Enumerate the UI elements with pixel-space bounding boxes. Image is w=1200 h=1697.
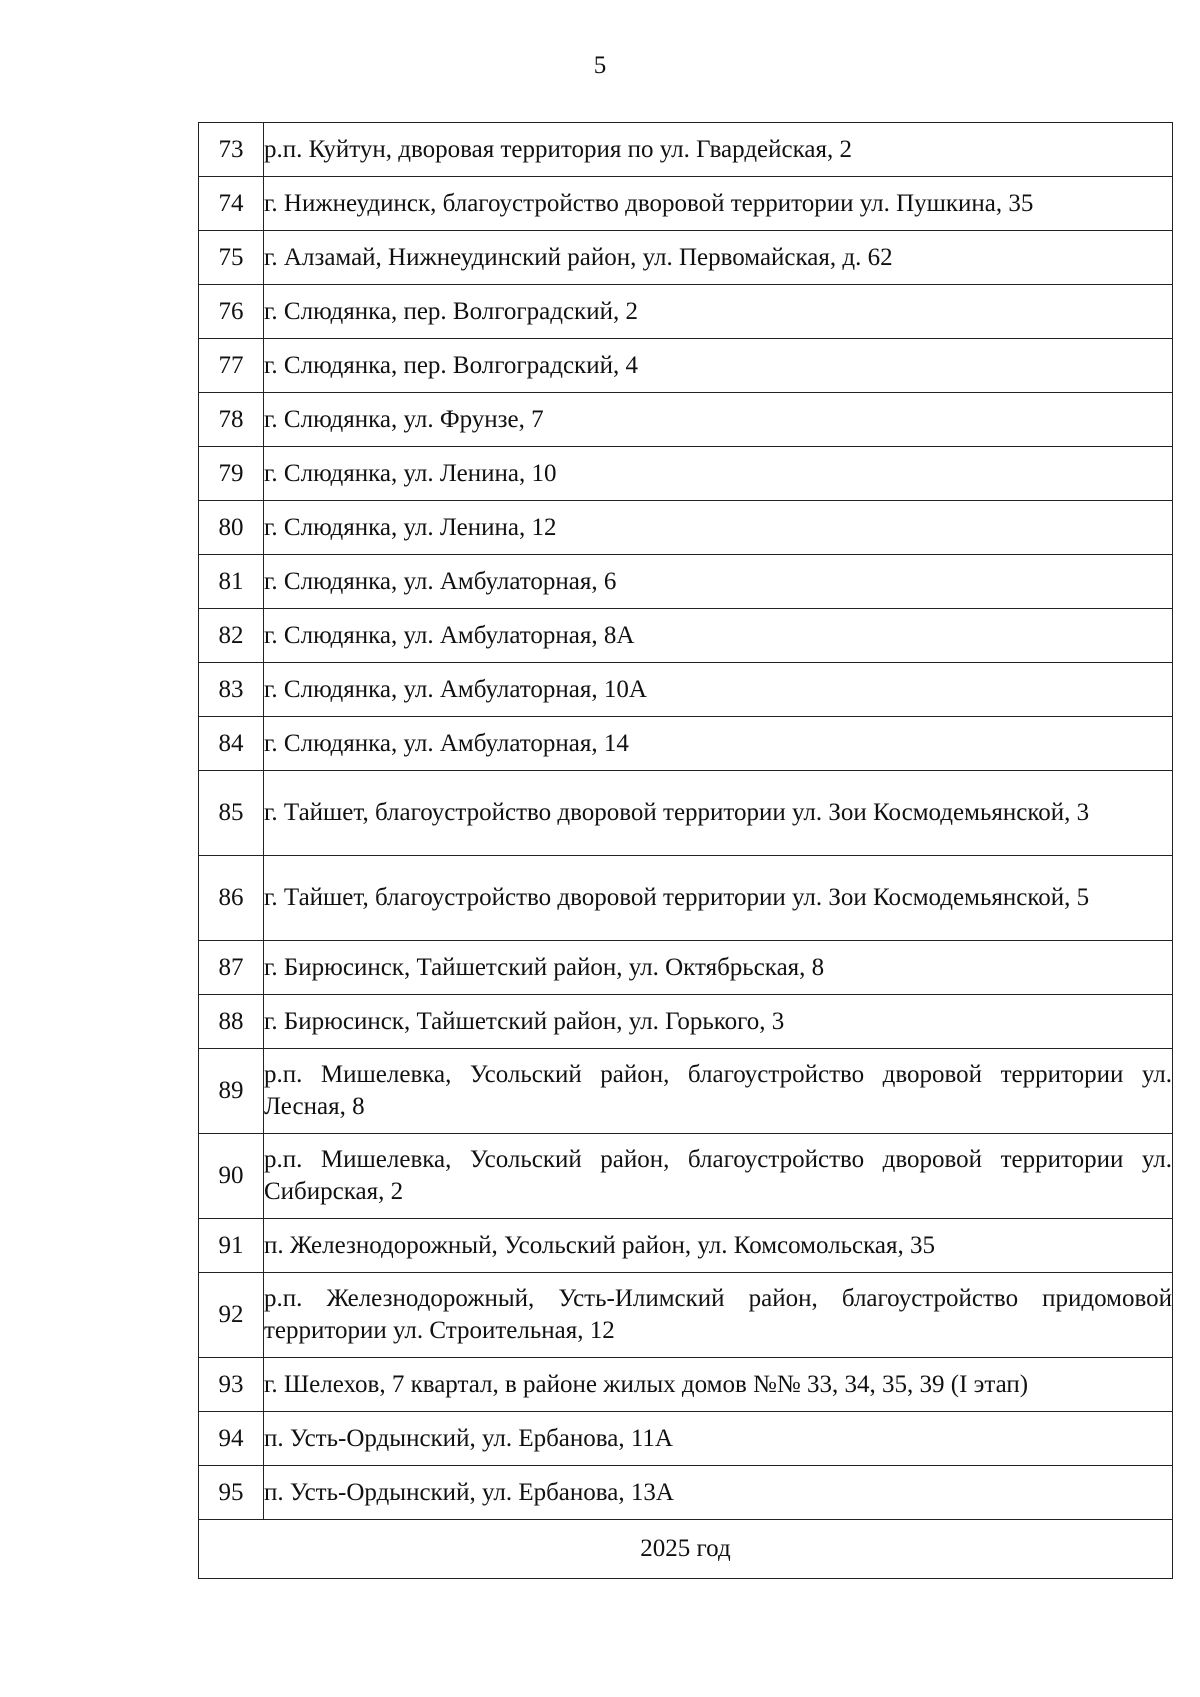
table-row — [199, 856, 1173, 941]
table-row — [199, 339, 1173, 393]
row-address: г. Бирюсинск, Тайшетский район, ул. Горького, 3 — [264, 995, 1173, 1049]
row-number: 94 — [199, 1412, 264, 1466]
row-number: 75 — [199, 231, 264, 285]
row-address: п. Усть-Ордынский, ул. Ербанова, 13А — [264, 1466, 1173, 1520]
table-row — [199, 231, 1173, 285]
table-row — [199, 501, 1173, 555]
row-address: р.п. Мишелевка, Усольский район, благоустройство дворовой территории ул. Лесная, 8 — [264, 1049, 1173, 1134]
row-number: 74 — [199, 177, 264, 231]
row-address: г. Слюдянка, ул. Амбулаторная, 8А — [264, 609, 1173, 663]
row-number: 78 — [199, 393, 264, 447]
row-number: 84 — [199, 717, 264, 771]
row-number: 91 — [199, 1219, 264, 1273]
row-number: 83 — [199, 663, 264, 717]
row-address: г. Слюдянка, ул. Ленина, 12 — [264, 501, 1173, 555]
year-section-row — [199, 1520, 1173, 1579]
row-address: г. Нижнеудинск, благоустройство дворовой территории ул. Пушкина, 35 — [264, 177, 1173, 231]
table-row — [199, 393, 1173, 447]
row-number: 85 — [199, 771, 264, 856]
row-address: г. Бирюсинск, Тайшетский район, ул. Октябрьская, 8 — [264, 941, 1173, 995]
row-number: 80 — [199, 501, 264, 555]
row-number: 92 — [199, 1273, 264, 1358]
table-row — [199, 941, 1173, 995]
row-address: р.п. Мишелевка, Усольский район, благоустройство дворовой территории ул. Сибирская, 2 — [264, 1134, 1173, 1219]
row-number: 93 — [199, 1358, 264, 1412]
row-number: 90 — [199, 1134, 264, 1219]
table-row — [199, 771, 1173, 856]
table-row — [199, 447, 1173, 501]
row-address: г. Слюдянка, ул. Ленина, 10 — [264, 447, 1173, 501]
row-number: 88 — [199, 995, 264, 1049]
row-address: г. Тайшет, благоустройство дворовой территории ул. Зои Космодемьянской, 3 — [264, 771, 1173, 856]
table-row — [199, 995, 1173, 1049]
row-number: 73 — [199, 123, 264, 177]
row-address: р.п. Куйтун, дворовая территория по ул. Гвардейская, 2 — [264, 123, 1173, 177]
table-row — [199, 285, 1173, 339]
table-row — [199, 1134, 1173, 1219]
table-row — [199, 123, 1173, 177]
table-row — [199, 717, 1173, 771]
row-address: п. Усть-Ордынский, ул. Ербанова, 11А — [264, 1412, 1173, 1466]
row-address: г. Слюдянка, ул. Амбулаторная, 10А — [264, 663, 1173, 717]
row-number: 89 — [199, 1049, 264, 1134]
table-row — [199, 1358, 1173, 1412]
table-row — [199, 1219, 1173, 1273]
row-address: г. Тайшет, благоустройство дворовой территории ул. Зои Космодемьянской, 5 — [264, 856, 1173, 941]
row-address: г. Слюдянка, пер. Волгоградский, 4 — [264, 339, 1173, 393]
page-number: 5 — [593, 52, 607, 79]
year-heading: 2025 год — [199, 1520, 1173, 1579]
address-table — [198, 122, 1173, 1579]
row-number: 79 — [199, 447, 264, 501]
row-number: 81 — [199, 555, 264, 609]
row-address: п. Железнодорожный, Усольский район, ул. Комсомольская, 35 — [264, 1219, 1173, 1273]
table-row — [199, 1273, 1173, 1358]
row-address: г. Шелехов, 7 квартал, в районе жилых домов №№ 33, 34, 35, 39 (I этап) — [264, 1358, 1173, 1412]
row-address: г. Алзамай, Нижнеудинский район, ул. Первомайская, д. 62 — [264, 231, 1173, 285]
table-row — [199, 177, 1173, 231]
row-address: г. Слюдянка, ул. Фрунзе, 7 — [264, 393, 1173, 447]
table-row — [199, 1412, 1173, 1466]
table-row — [199, 1049, 1173, 1134]
row-number: 86 — [199, 856, 264, 941]
row-address: г. Слюдянка, ул. Амбулаторная, 6 — [264, 555, 1173, 609]
table-row — [199, 1466, 1173, 1520]
row-number: 77 — [199, 339, 264, 393]
row-address: р.п. Железнодорожный, Усть-Илимский район, благоустройство придомовой территории ул. Строительная, 12 — [264, 1273, 1173, 1358]
table-row — [199, 609, 1173, 663]
row-address: г. Слюдянка, ул. Амбулаторная, 14 — [264, 717, 1173, 771]
row-number: 82 — [199, 609, 264, 663]
table-row — [199, 555, 1173, 609]
row-number: 95 — [199, 1466, 264, 1520]
row-number: 87 — [199, 941, 264, 995]
table-row — [199, 663, 1173, 717]
row-address: г. Слюдянка, пер. Волгоградский, 2 — [264, 285, 1173, 339]
row-number: 76 — [199, 285, 264, 339]
